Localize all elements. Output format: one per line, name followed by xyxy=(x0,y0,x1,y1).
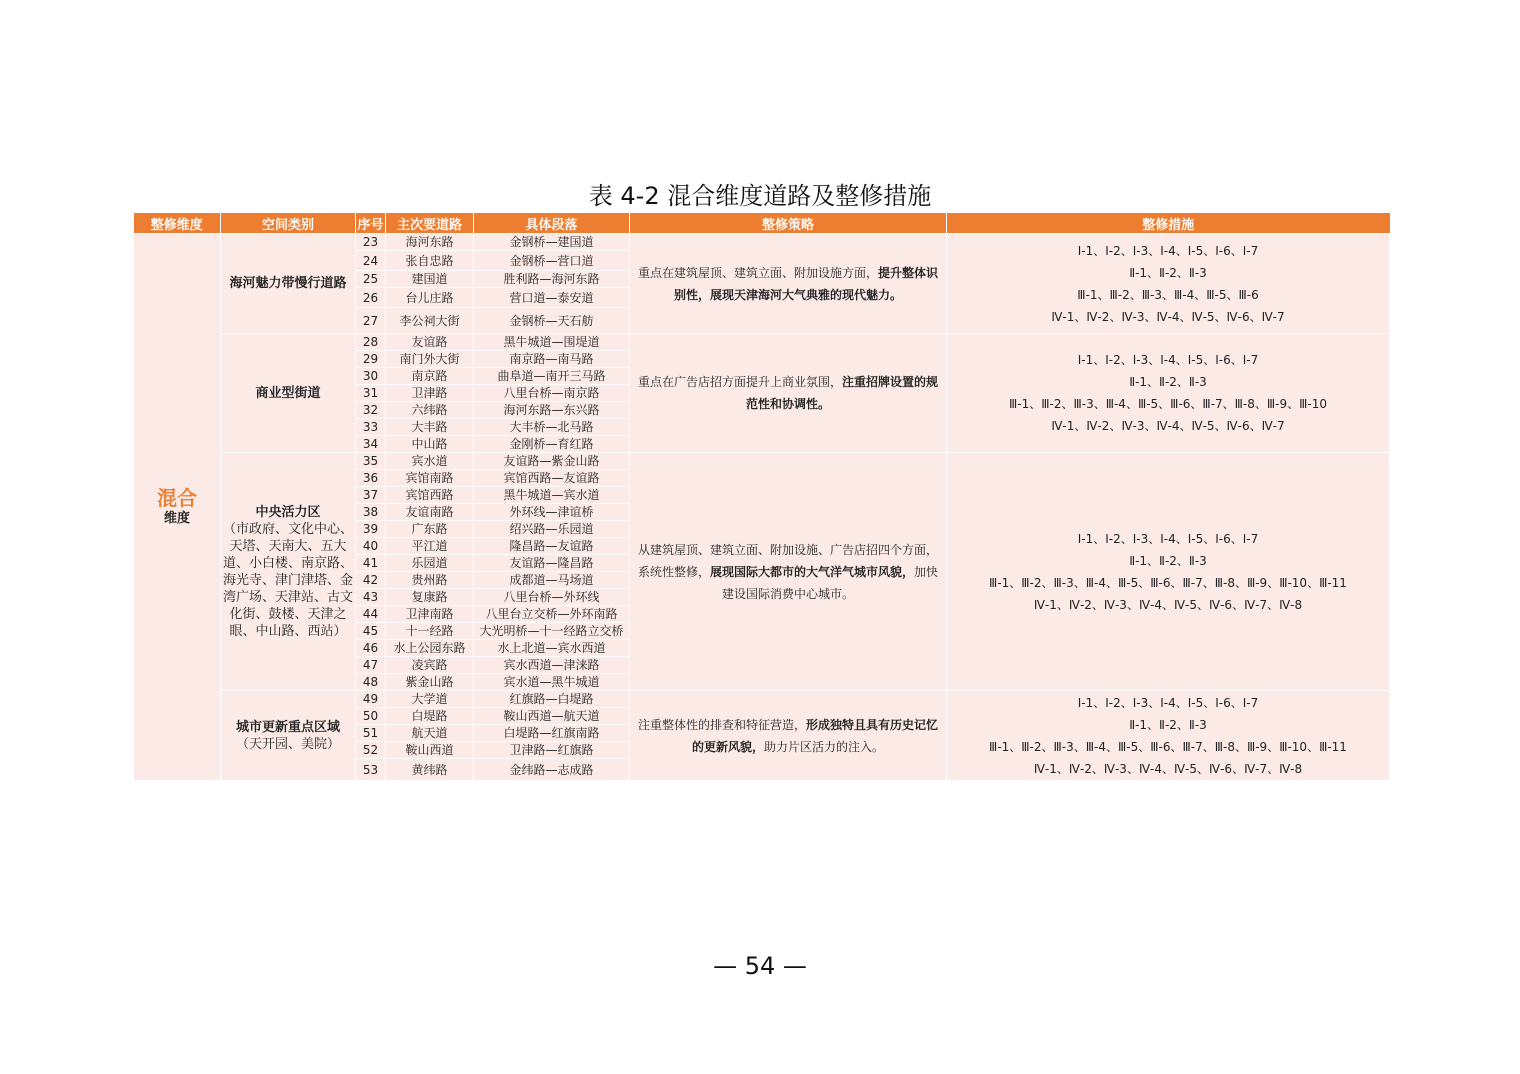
measure-line: Ⅲ-1、Ⅲ-2、Ⅲ-3、Ⅲ-4、Ⅲ-5、Ⅲ-6 xyxy=(1077,287,1259,302)
strategy-cell xyxy=(630,334,947,453)
road-name: 白堤路 xyxy=(386,708,474,725)
strategy-text: 加快建设国际消费中心城市。 xyxy=(721,564,939,601)
measure-line: Ⅰ-1、Ⅰ-2、Ⅰ-3、Ⅰ-4、Ⅰ-5、Ⅰ-6、Ⅰ-7 xyxy=(1077,695,1259,710)
measures-cell xyxy=(947,234,1390,334)
road-name: 中山路 xyxy=(386,436,474,453)
row-number: 42 xyxy=(356,572,386,589)
row-number: 40 xyxy=(356,538,386,555)
road-name: 紫金山路 xyxy=(386,674,474,691)
road-segment: 营口道—泰安道 xyxy=(474,288,630,308)
measure-line: Ⅳ-1、Ⅳ-2、Ⅳ-3、Ⅳ-4、Ⅳ-5、Ⅳ-6、Ⅳ-7 xyxy=(1051,309,1285,324)
row-number: 37 xyxy=(356,487,386,504)
row-number: 46 xyxy=(356,640,386,657)
header-segment: 具体段落 xyxy=(474,213,630,234)
measure-line: Ⅱ-1、Ⅱ-2、Ⅱ-3 xyxy=(1129,717,1207,732)
dimension-sub-label: 维度 xyxy=(163,511,190,526)
road-segment: 友谊路—隆昌路 xyxy=(474,555,630,572)
road-segment: 八里台立交桥—外环南路 xyxy=(474,606,630,623)
road-segment: 八里台桥—南京路 xyxy=(474,385,630,402)
page-number: — 54 — xyxy=(713,952,807,980)
strategy-emphasis: 提升整体识别性，展现天津海河大气典雅的现代魅力。 xyxy=(673,265,939,302)
road-segment: 金钢桥—建国道 xyxy=(474,234,630,251)
measure-line: Ⅳ-1、Ⅳ-2、Ⅳ-3、Ⅳ-4、Ⅳ-5、Ⅳ-6、Ⅳ-7、Ⅳ-8 xyxy=(1033,761,1303,776)
road-name: 贵州路 xyxy=(386,572,474,589)
measure-line: Ⅲ-1、Ⅲ-2、Ⅲ-3、Ⅲ-4、Ⅲ-5、Ⅲ-6、Ⅲ-7、Ⅲ-8、Ⅲ-9、Ⅲ-10、Ⅲ-11 xyxy=(989,575,1347,590)
road-name: 广东路 xyxy=(386,521,474,538)
road-name: 十一经路 xyxy=(386,623,474,640)
row-number: 53 xyxy=(356,759,386,781)
space-type-subtitle: （天开园、美院） xyxy=(235,736,340,752)
row-number: 45 xyxy=(356,623,386,640)
row-number: 34 xyxy=(356,436,386,453)
road-segment: 水上北道—宾水西道 xyxy=(474,640,630,657)
measure-line: Ⅲ-1、Ⅲ-2、Ⅲ-3、Ⅲ-4、Ⅲ-5、Ⅲ-6、Ⅲ-7、Ⅲ-8、Ⅲ-9、Ⅲ-10 xyxy=(1008,397,1328,411)
road-name: 南京路 xyxy=(386,368,474,385)
road-segment: 友谊路—紫金山路 xyxy=(474,453,630,470)
road-segment: 红旗路—白堤路 xyxy=(474,691,630,708)
strategy-text: 助力片区活力的注入。 xyxy=(764,739,885,754)
road-name: 凌宾路 xyxy=(386,657,474,674)
space-type-cell xyxy=(221,691,356,781)
dimension-cell xyxy=(134,234,221,781)
road-renovation-table xyxy=(133,213,1390,781)
road-segment: 隆昌路—友谊路 xyxy=(474,538,630,555)
row-number: 41 xyxy=(356,555,386,572)
road-segment: 绍兴路—乐园道 xyxy=(474,521,630,538)
road-name: 大丰路 xyxy=(386,419,474,436)
measures-cell xyxy=(947,453,1390,691)
measure-line: Ⅱ-1、Ⅱ-2、Ⅱ-3 xyxy=(1129,375,1207,389)
road-segment: 八里台桥—外环线 xyxy=(474,589,630,606)
measure-line: Ⅳ-1、Ⅳ-2、Ⅳ-3、Ⅳ-4、Ⅳ-5、Ⅳ-6、Ⅳ-7 xyxy=(1051,419,1285,433)
space-type-name: 中央活力区 xyxy=(255,504,321,520)
strategy-cell xyxy=(630,234,947,334)
road-name: 大学道 xyxy=(386,691,474,708)
row-number: 36 xyxy=(356,470,386,487)
road-name: 水上公园东路 xyxy=(386,640,474,657)
road-name: 建国道 xyxy=(386,271,474,288)
road-name: 卫津南路 xyxy=(386,606,474,623)
road-name: 复康路 xyxy=(386,589,474,606)
road-name: 宾馆西路 xyxy=(386,487,474,504)
road-name: 航天道 xyxy=(386,725,474,742)
measure-line: Ⅰ-1、Ⅰ-2、Ⅰ-3、Ⅰ-4、Ⅰ-5、Ⅰ-6、Ⅰ-7 xyxy=(1077,243,1259,258)
table-row xyxy=(134,234,1390,251)
row-number: 31 xyxy=(356,385,386,402)
space-type-cell xyxy=(221,334,356,453)
table-row xyxy=(134,691,1390,708)
header-space-type: 空间类别 xyxy=(221,213,356,234)
strategy-emphasis: 形成独特且具有历史记忆的更新风貌， xyxy=(691,717,939,754)
space-type-name: 城市更新重点区域 xyxy=(235,719,340,735)
road-name: 张自忠路 xyxy=(386,251,474,271)
header-road: 主次要道路 xyxy=(386,213,474,234)
row-number: 28 xyxy=(356,334,386,351)
row-number: 47 xyxy=(356,657,386,674)
measures-cell xyxy=(947,334,1390,453)
road-name: 友谊路 xyxy=(386,334,474,351)
strategy-text: 重点在建筑屋顶、建筑立面、附加设施方面， xyxy=(637,265,878,280)
road-segment: 金刚桥—育红路 xyxy=(474,436,630,453)
strategy-emphasis: 展现国际大都市的大气洋气城市风貌， xyxy=(709,564,914,579)
row-number: 32 xyxy=(356,402,386,419)
road-segment: 大光明桥—十一经路立交桥 xyxy=(474,623,630,640)
road-segment: 鞍山西道—航天道 xyxy=(474,708,630,725)
road-segment: 海河东路—东兴路 xyxy=(474,402,630,419)
road-name: 六纬路 xyxy=(386,402,474,419)
road-name: 南门外大街 xyxy=(386,351,474,368)
strategy-text: 重点在广告店招方面提升上商业氛围， xyxy=(637,375,842,389)
table-title: 表 4-2 混合维度道路及整修措施 xyxy=(588,182,932,210)
road-segment: 南京路—南马路 xyxy=(474,351,630,368)
table-row xyxy=(134,453,1390,470)
strategy-emphasis: 注重招牌设置的规范性和协调性。 xyxy=(745,375,939,411)
measure-line: Ⅱ-1、Ⅱ-2、Ⅱ-3 xyxy=(1129,265,1207,280)
strategy-text: 注重整体性的排查和特征营造， xyxy=(637,717,806,732)
road-name: 鞍山西道 xyxy=(386,742,474,759)
road-name: 友谊南路 xyxy=(386,504,474,521)
road-name: 宾馆南路 xyxy=(386,470,474,487)
measure-line: Ⅱ-1、Ⅱ-2、Ⅱ-3 xyxy=(1129,553,1207,568)
dimension-main-label: 混合 xyxy=(157,486,197,510)
space-type-subtitle: （市政府、文化中心、天塔、天南大、五大道、小白楼、南京路、海光寺、津门津塔、金湾广场、天津站、古文化街、鼓楼、天津之眼、中山路、西站） xyxy=(223,521,354,639)
row-number: 51 xyxy=(356,725,386,742)
space-type-cell xyxy=(221,234,356,334)
space-type-name: 商业型街道 xyxy=(255,385,321,401)
road-name: 李公祠大街 xyxy=(386,308,474,334)
measure-line: Ⅲ-1、Ⅲ-2、Ⅲ-3、Ⅲ-4、Ⅲ-5、Ⅲ-6、Ⅲ-7、Ⅲ-8、Ⅲ-9、Ⅲ-10、Ⅲ-11 xyxy=(989,739,1347,754)
measure-line: Ⅰ-1、Ⅰ-2、Ⅰ-3、Ⅰ-4、Ⅰ-5、Ⅰ-6、Ⅰ-7 xyxy=(1077,353,1259,367)
road-segment: 白堤路—红旗南路 xyxy=(474,725,630,742)
road-segment: 宾水道—黑牛城道 xyxy=(474,674,630,691)
row-number: 30 xyxy=(356,368,386,385)
table-body xyxy=(134,234,1390,781)
row-number: 38 xyxy=(356,504,386,521)
road-segment: 黑牛城道—宾水道 xyxy=(474,487,630,504)
table-header-row xyxy=(134,213,1390,234)
road-segment: 金钢桥—天石舫 xyxy=(474,308,630,334)
header-number: 序号 xyxy=(356,213,386,234)
space-type-cell xyxy=(221,453,356,691)
road-segment: 宾馆西路—友谊路 xyxy=(474,470,630,487)
row-number: 25 xyxy=(356,271,386,288)
road-segment: 曲阜道—南开三马路 xyxy=(474,368,630,385)
road-name: 乐园道 xyxy=(386,555,474,572)
road-segment: 外环线—津谊桥 xyxy=(474,504,630,521)
measures-cell xyxy=(947,691,1390,781)
row-number: 33 xyxy=(356,419,386,436)
road-segment: 大丰桥—北马路 xyxy=(474,419,630,436)
table-row xyxy=(134,334,1390,351)
header-dimension: 整修维度 xyxy=(134,213,221,234)
row-number: 27 xyxy=(356,308,386,334)
row-number: 44 xyxy=(356,606,386,623)
road-name: 海河东路 xyxy=(386,234,474,251)
road-name: 卫津路 xyxy=(386,385,474,402)
measure-line: Ⅰ-1、Ⅰ-2、Ⅰ-3、Ⅰ-4、Ⅰ-5、Ⅰ-6、Ⅰ-7 xyxy=(1077,531,1259,546)
road-segment: 成都道—马场道 xyxy=(474,572,630,589)
row-number: 43 xyxy=(356,589,386,606)
road-name: 黄纬路 xyxy=(386,759,474,781)
road-segment: 金钢桥—营口道 xyxy=(474,251,630,271)
row-number: 35 xyxy=(356,453,386,470)
strategy-cell xyxy=(630,691,947,781)
road-segment: 卫津路—红旗路 xyxy=(474,742,630,759)
row-number: 29 xyxy=(356,351,386,368)
measure-line: Ⅳ-1、Ⅳ-2、Ⅳ-3、Ⅳ-4、Ⅳ-5、Ⅳ-6、Ⅳ-7、Ⅳ-8 xyxy=(1033,597,1303,612)
space-type-name: 海河魅力带慢行道路 xyxy=(229,276,347,291)
row-number: 24 xyxy=(356,251,386,271)
strategy-cell xyxy=(630,453,947,691)
row-number: 50 xyxy=(356,708,386,725)
header-measures: 整修措施 xyxy=(947,213,1390,234)
row-number: 23 xyxy=(356,234,386,251)
strategy-text: 从建筑屋顶、建筑立面、附加设施、广告店招四个方面，系统性整修， xyxy=(637,542,938,579)
row-number: 48 xyxy=(356,674,386,691)
road-name: 宾水道 xyxy=(386,453,474,470)
road-name: 平江道 xyxy=(386,538,474,555)
road-segment: 金纬路—志成路 xyxy=(474,759,630,781)
row-number: 39 xyxy=(356,521,386,538)
road-segment: 宾水西道—津涞路 xyxy=(474,657,630,674)
header-strategy: 整修策略 xyxy=(630,213,947,234)
row-number: 52 xyxy=(356,742,386,759)
row-number: 26 xyxy=(356,288,386,308)
road-name: 台儿庄路 xyxy=(386,288,474,308)
road-segment: 黑牛城道—围堤道 xyxy=(474,334,630,351)
row-number: 49 xyxy=(356,691,386,708)
road-segment: 胜利路—海河东路 xyxy=(474,271,630,288)
